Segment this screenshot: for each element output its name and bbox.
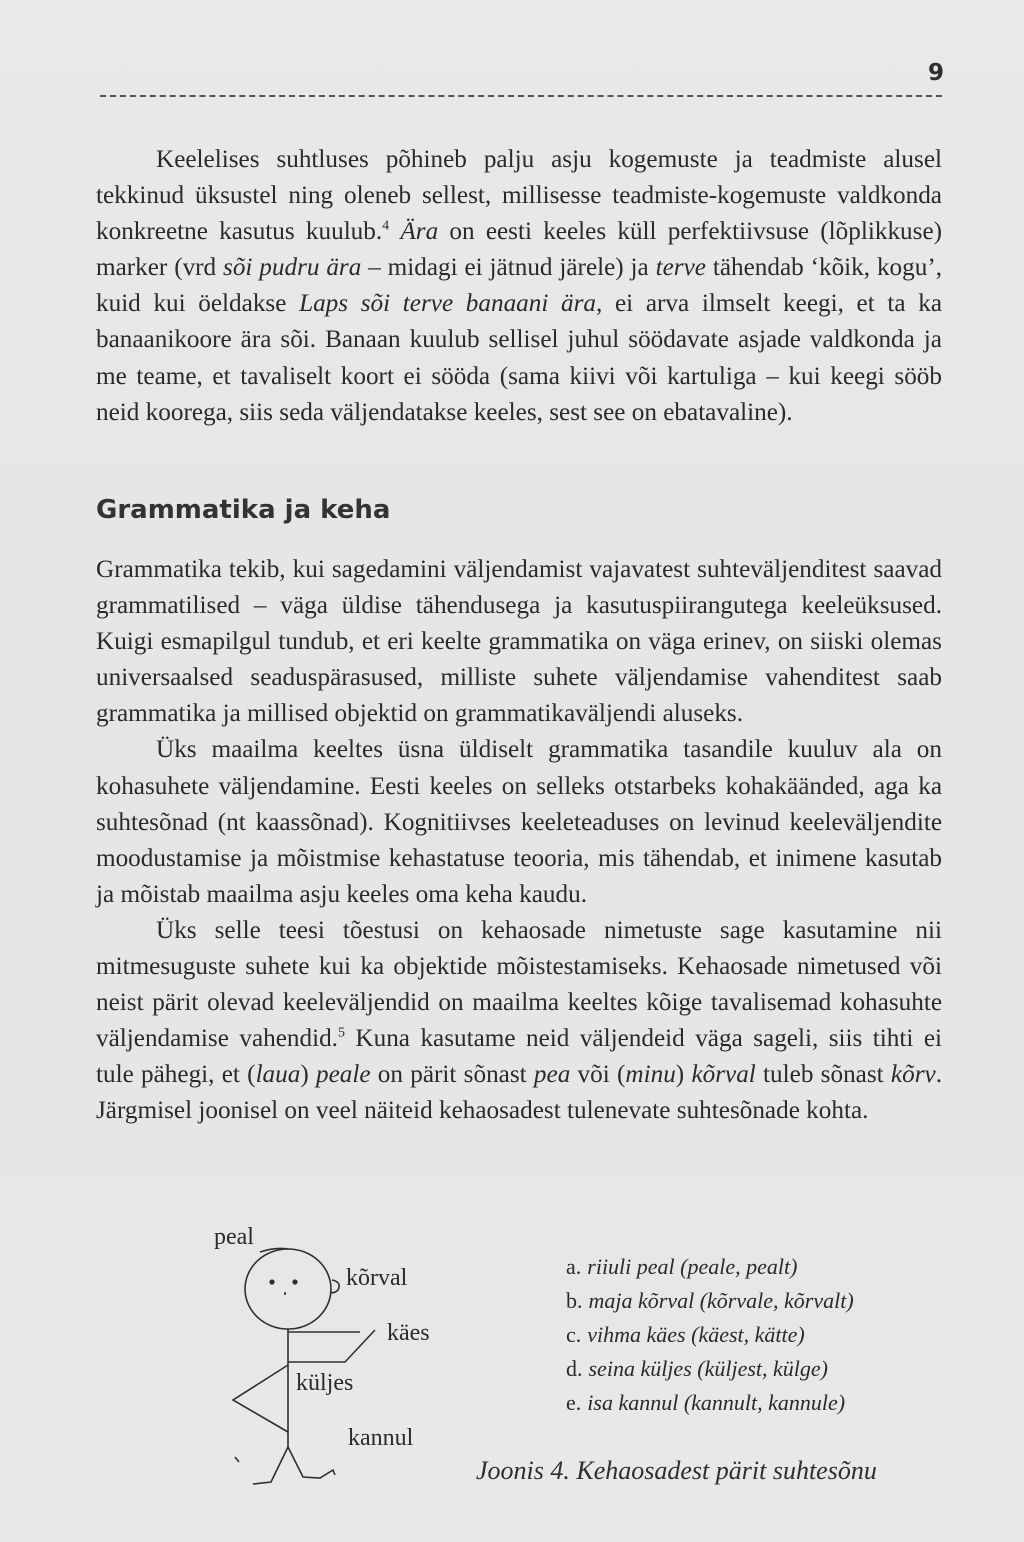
figure-mark <box>235 1457 239 1462</box>
label-kannul: kannul <box>348 1425 414 1451</box>
paragraph-3: Üks maailma keeltes üsna üldiselt grammatika tasandile kuuluv ala on kohasuhete väljendamine. Eesti keeles on selleks otstarbeks kohakäänded, aga ka suhtesõnad (nt kaassõnad). Kognitiivses keeleteaduses on levinud keeleväljendite moodustamise ja mõistmise kehastatuse teooria, mis tähendab, et inimene kasutab ja mõistab maailma asju keeles oma keha kaudu. <box>96 736 942 908</box>
example-letter: c. <box>566 1322 582 1347</box>
italic-term: sõi pudru ära <box>223 254 362 282</box>
paragraph-block-2 <box>96 552 942 1130</box>
figure-eye <box>270 1280 274 1284</box>
italic-example-sentence: Laps sõi terve banaani ära <box>299 290 597 318</box>
italic-term: pea <box>533 1061 571 1089</box>
example-item <box>566 1318 854 1352</box>
figure-caption: Joonis 4. Kehaosadest pärit suhtesõnu <box>476 1456 877 1485</box>
figure-eye <box>293 1280 297 1284</box>
example-letter: a. <box>566 1254 582 1279</box>
example-text: isa kannul (kannult, kannule) <box>587 1390 846 1415</box>
paragraph-1-text: tähendab ‘kõik, kogu’, kuid kui öeldakse <box>96 254 942 318</box>
paragraph-1-text: , ei arva ilmselt keegi, et ta ka banaanikoore ära sõi. Banaan kuulub sellisel juhul söödavate asjade valdkonda ja me teame, et tavaliselt koort ei sööda (sama kiivi või kartuliga – kui keegi sööb neid koorega, siis seda väljendatakse keeles, sest see on ebatavaline). <box>96 290 942 426</box>
paragraph-4-text: või ( <box>570 1061 626 1089</box>
paragraph-4-text: tuleb sõnast <box>755 1061 891 1089</box>
label-kaes: käes <box>387 1320 430 1346</box>
paragraph-1-text: – midagi ei jätnud järele) ja <box>361 254 656 282</box>
example-text: riiuli peal (peale, pealt) <box>587 1254 798 1279</box>
footnote-ref-4[interactable]: 4 <box>382 218 390 234</box>
example-item <box>566 1284 854 1318</box>
example-letter: b. <box>566 1288 583 1313</box>
figure-leg-left <box>253 1447 288 1484</box>
example-letter: d. <box>566 1356 583 1381</box>
paragraph-1-text: Keelelises suhtluses põhineb palju asju kogemuste ja teadmiste alusel tekkinud üksustel ning oleneb sellest, millisesse teadmiste-kogemuste valdkonda konkreetne kasutus kuulub. <box>96 146 942 246</box>
header-divider <box>100 95 942 97</box>
italic-term: terve <box>655 254 706 282</box>
paragraph-4-text: ) <box>300 1061 316 1089</box>
figure-leg-right <box>288 1447 335 1478</box>
italic-term: kõrval <box>691 1061 756 1089</box>
figure-arm-right <box>288 1330 375 1362</box>
paragraph-4-text: Kuna kasutame neid väljendeid väga sageli, siis tihti ei tule pähegi, et ( <box>96 1025 942 1089</box>
label-kuljes: küljes <box>296 1370 354 1396</box>
italic-term: minu <box>625 1061 676 1089</box>
italic-term: Ära <box>400 218 439 246</box>
paragraph-2: Grammatika tekib, kui sagedamini väljendamist vajavatest suhteväljenditest saavad grammatilised – väga üldise tähendusega ja kasutuspiirangutega keeleüksused. Kuigi esmapilgul tundub, et eri keelte grammatika on väga erinev, on siiski olemas universaalsed seaduspärasused, milliste suhete väljendamise vahenditest saab grammatika ja millised objektid on grammatikaväljendi aluseks. <box>96 556 942 728</box>
italic-term: peale <box>316 1061 371 1089</box>
italic-term: laua <box>255 1061 301 1089</box>
example-text: maja kõrval (kõrvale, kõrvalt) <box>588 1288 854 1313</box>
example-item <box>566 1250 854 1284</box>
example-text: seina küljes (küljest, külge) <box>588 1356 828 1381</box>
paragraph-1-text: on eesti keeles küll perfektiivsuse (lõplikkuse) marker (vrd <box>96 218 943 282</box>
figure-head <box>245 1249 331 1329</box>
italic-term: kõrv <box>890 1061 936 1089</box>
example-text: vihma käes (käest, kätte) <box>587 1322 805 1347</box>
paragraph-4-text: Üks selle teesi tõestusi on kehaosade nimetuste sage kasutamine nii mitmesuguste suhete kui ka objektide mõistestamiseks. Kehaosade nimetused või neist pärit olevad keeleväljendid on maailma keeltes kõige tavalisemad kohasuhte väljendamise vahendid. <box>96 916 942 1053</box>
example-item <box>566 1352 854 1386</box>
paragraph-4-text: . Järgmisel joonisel on veel näiteid kehaosadest tulenevate suhtesõnade kohta. <box>96 1061 942 1125</box>
footnote-ref-5[interactable]: 5 <box>337 1025 345 1041</box>
label-korval: kõrval <box>346 1265 408 1291</box>
figure-arm-left <box>233 1365 288 1432</box>
example-item <box>566 1386 854 1420</box>
paragraph-block-1 <box>96 142 942 431</box>
section-heading: Grammatika ja keha <box>96 495 391 525</box>
page-number: 9 <box>927 60 944 86</box>
paragraph-4 <box>96 913 942 1130</box>
label-peal: peal <box>214 1224 254 1250</box>
paragraph-1 <box>96 142 942 431</box>
paragraph-4-text: on pärit sõnast <box>370 1061 534 1089</box>
example-list <box>566 1250 854 1420</box>
example-letter: e. <box>566 1390 582 1415</box>
paragraph-4-text: ) <box>675 1061 692 1089</box>
stick-figure-diagram <box>205 1222 455 1492</box>
